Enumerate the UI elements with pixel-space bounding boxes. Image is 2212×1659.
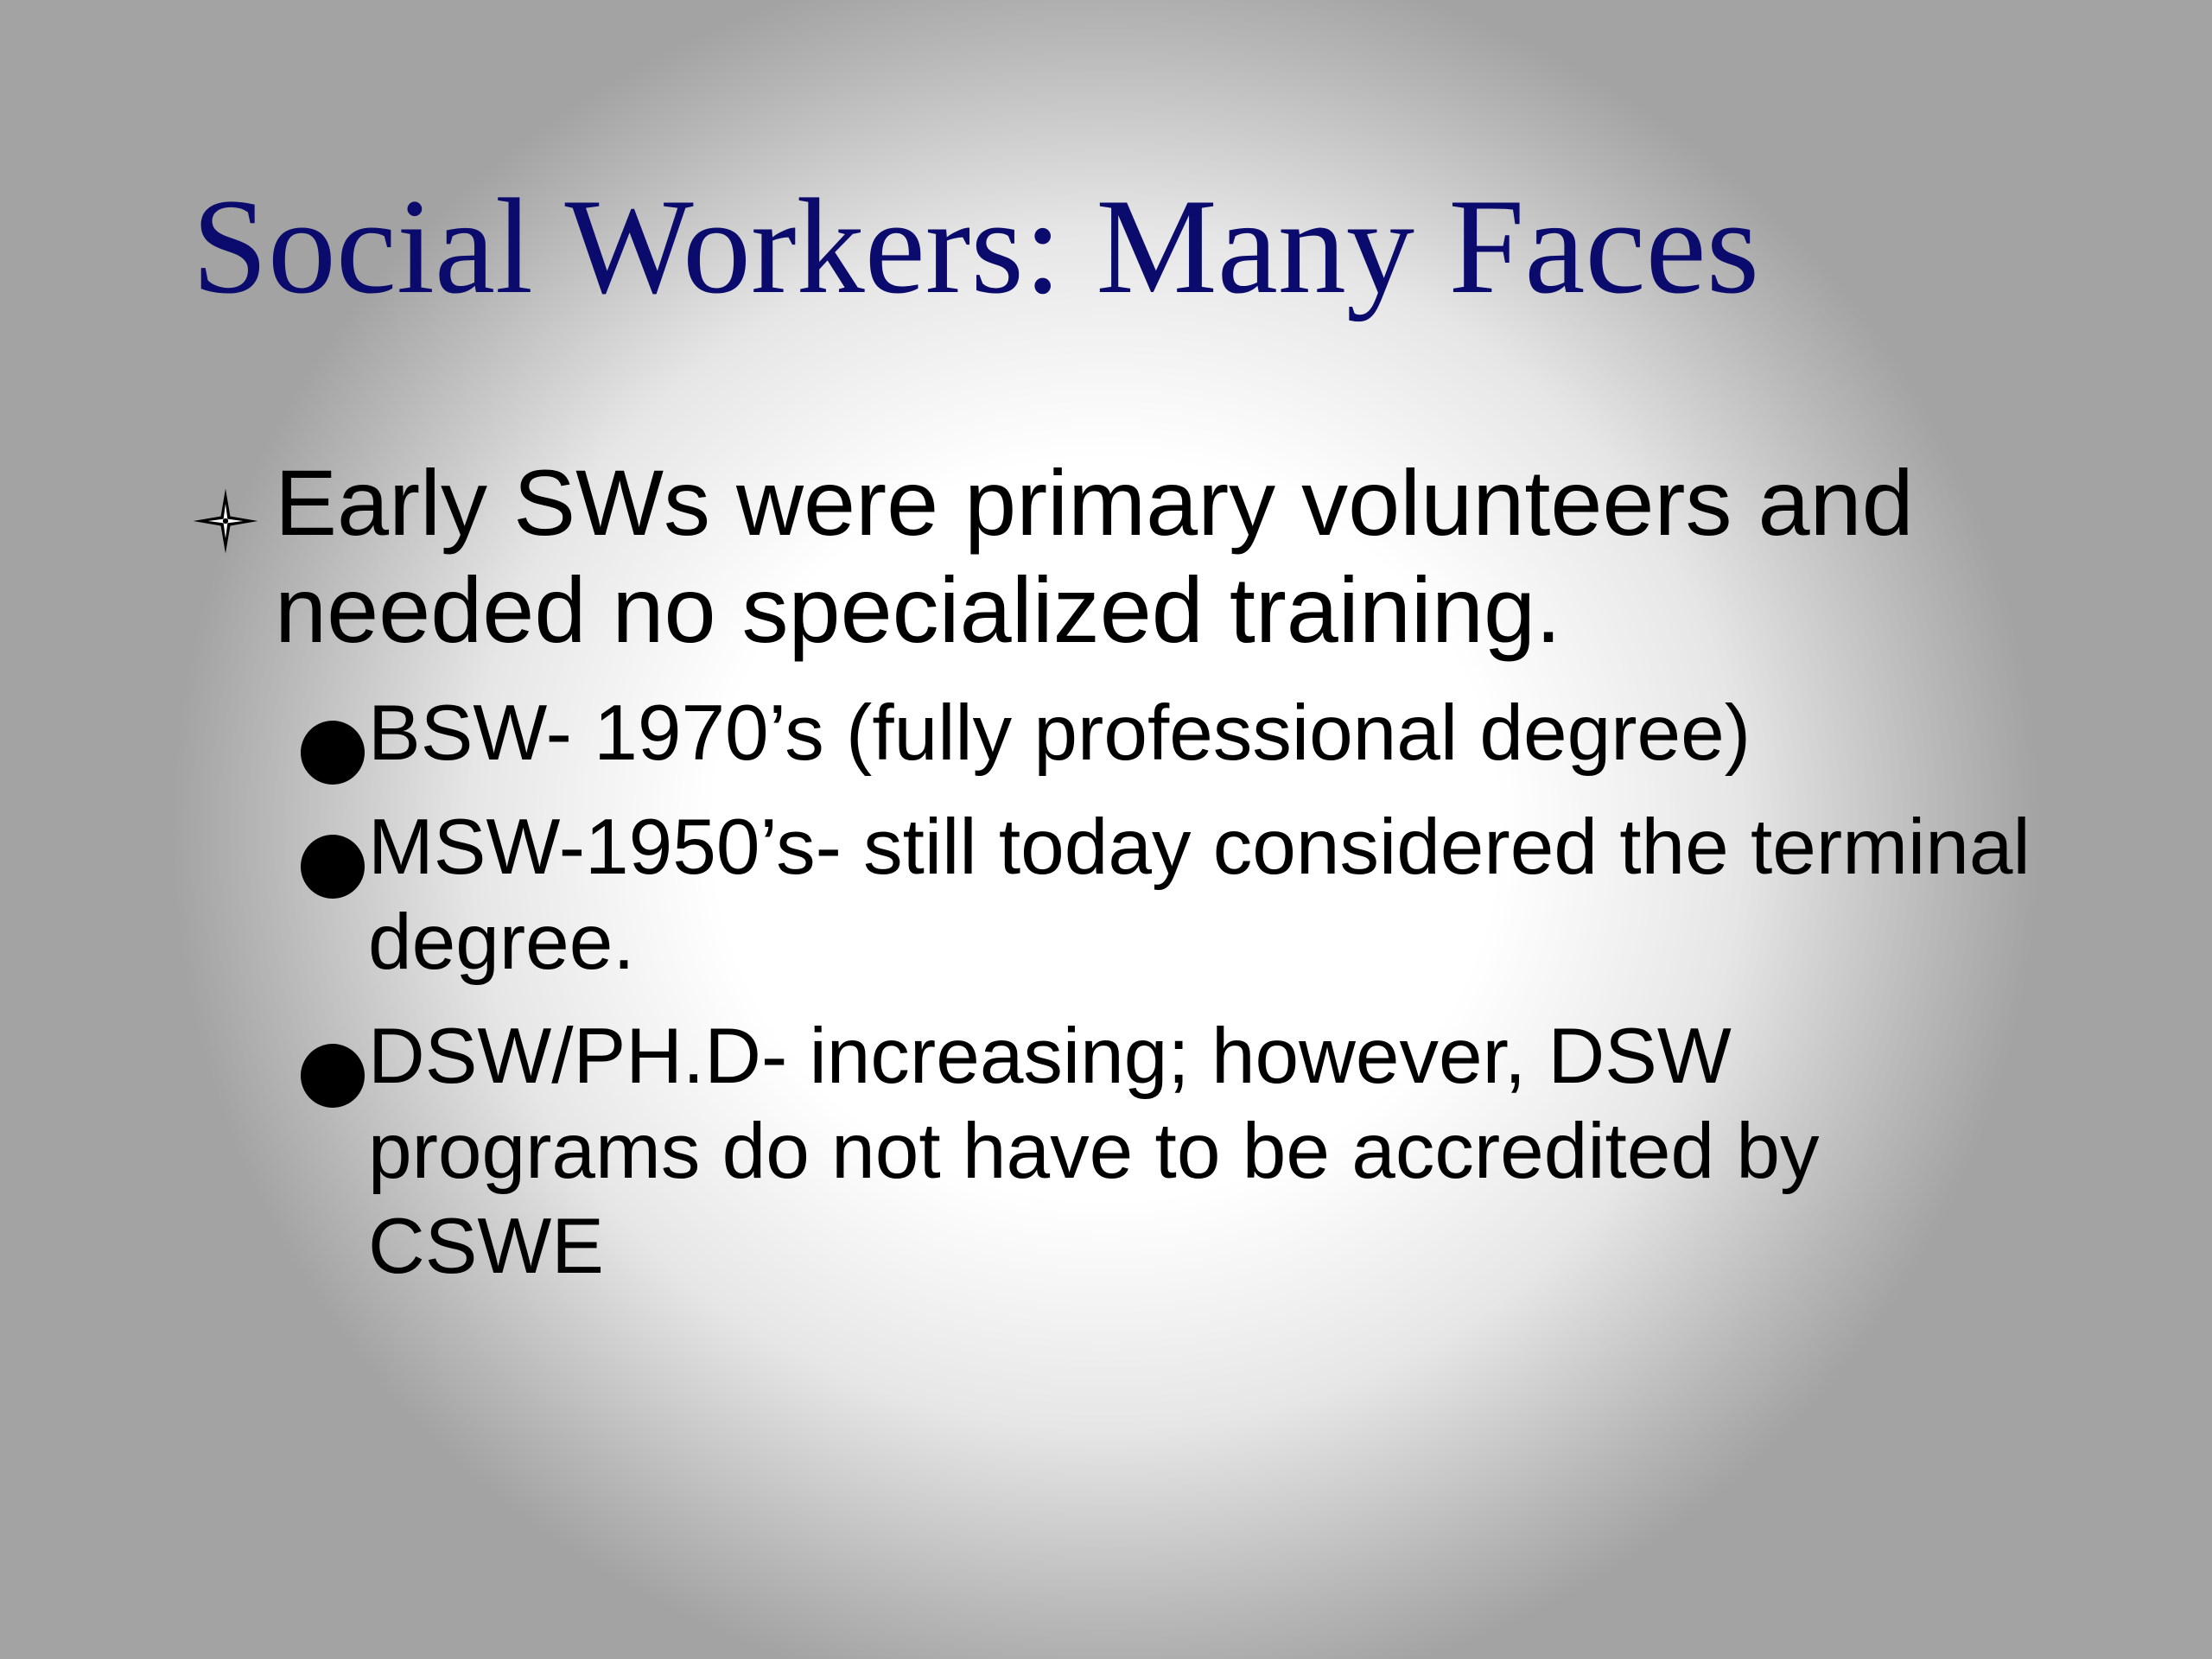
bullet-dot-icon bbox=[301, 1044, 365, 1108]
sub-bullet-item bbox=[192, 800, 2050, 990]
bullet-item bbox=[192, 449, 2050, 664]
slide-title: Social Workers: Many Faces bbox=[192, 171, 1760, 322]
sub-bullet-text: DSW/PH.D- increasing; however, DSW programs do not have to be accredited by CSWE bbox=[368, 1013, 1820, 1290]
four-point-star-icon bbox=[192, 487, 259, 555]
bullet-text: Early SWs were primary volunteers and needed no specialized training. bbox=[275, 450, 1914, 662]
bullet-list bbox=[192, 449, 2050, 1313]
sub-bullet-text: BSW- 1970’s (fully professional degree) bbox=[368, 690, 1751, 777]
bullet-dot-icon bbox=[301, 721, 365, 785]
sub-bullet-item bbox=[192, 1009, 2050, 1294]
bullet-dot-icon bbox=[301, 835, 365, 899]
sub-bullet-item bbox=[192, 686, 2050, 781]
sub-bullet-text: MSW-1950’s- still today considered the terminal degree. bbox=[368, 804, 2031, 986]
